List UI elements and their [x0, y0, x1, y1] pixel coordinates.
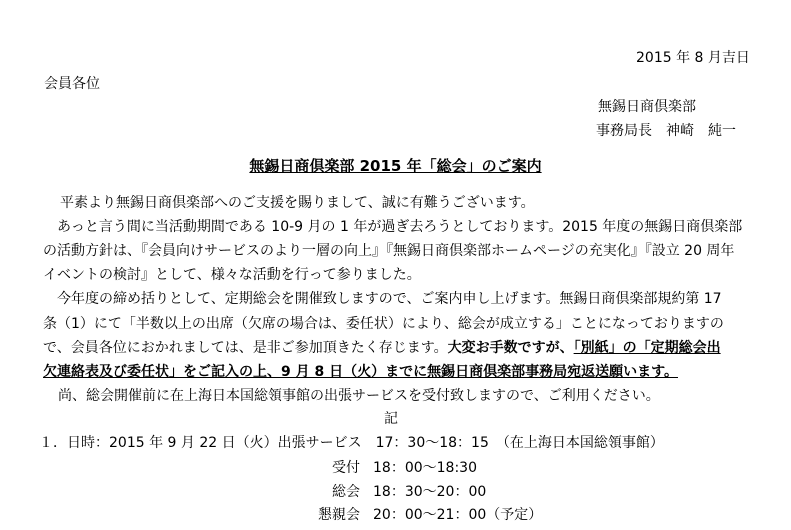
paragraph-greeting: 平素より無錫日商倶楽部へのご支援を賜りまして、誠に有難うございます。	[60, 195, 535, 211]
schedule-row-value: 20：00～21：00（予定）	[373, 507, 543, 523]
schedule-row-label: 総会	[332, 484, 360, 500]
recipient: 会員各位	[44, 76, 100, 92]
meeting-line3-bold: 大変お手数ですが、	[447, 340, 574, 356]
meeting-line3-plain: で、会員各位におかれましては、是非ご参加頂きたく存じます。	[43, 340, 448, 356]
paragraph-meeting-line4: 欠連絡表及び委任状」をご記入の上、9 月 8 日（火）までに無錫日商倶楽部事務局宛返送願います。	[43, 364, 678, 380]
ki-heading: 記	[384, 411, 398, 427]
paragraph-meeting-line3	[43, 338, 721, 358]
schedule-row-label: 懇親会	[318, 507, 360, 523]
paragraph-meeting-line1: 今年度の締め括りとして、定期総会を開催致しますので、ご案内申し上げます。無錫日商倶楽部規約第 17	[57, 291, 722, 307]
meeting-line3-underline: 「別紙」の「定期総会出	[573, 340, 721, 356]
sender-name: 事務局長 神崎 純一	[596, 123, 736, 139]
paragraph-activities-line3: イベントの検討』として、様々な活動を行って参りました。	[43, 267, 421, 283]
paragraph-activities-line2: の活動方針は、『会員向けサービスのより一層の向上』『無錫日商倶楽部ホームページの充実化』『設立 20 周年	[43, 243, 735, 259]
schedule-row-value: 18：00～18:30	[373, 460, 477, 476]
paragraph-meeting-line2: 条（1）にて「半数以上の出席（欠席の場合は、委任状）により、総会が成立する」ことになっておりますの	[43, 316, 724, 332]
schedule-row-label: 受付	[332, 460, 360, 476]
paragraph-consulate-note: 尚、総会開催前に在上海日本国総領事館の出張サービスを受付致しますので、ご利用ください。	[58, 388, 660, 404]
paragraph-activities-line1: あっと言う間に当活動期間である 10-9 月の 1 年が過ぎ去ろうとしております。2015 年度の無錫日商倶楽部	[57, 219, 743, 235]
document-date: 2015 年 8 月吉日	[636, 50, 750, 66]
document-title: 無錫日商倶楽部 2015 年「総会」のご案内	[249, 157, 542, 175]
schedule-item-datetime: １．日時：2015 年 9 月 22 日（火）出張サービス 17：30～18：15 （在上海日本国総領事館）	[39, 435, 664, 451]
schedule-row-value: 18：30～20：00	[373, 484, 487, 500]
sender-organization: 無錫日商倶楽部	[598, 99, 696, 115]
